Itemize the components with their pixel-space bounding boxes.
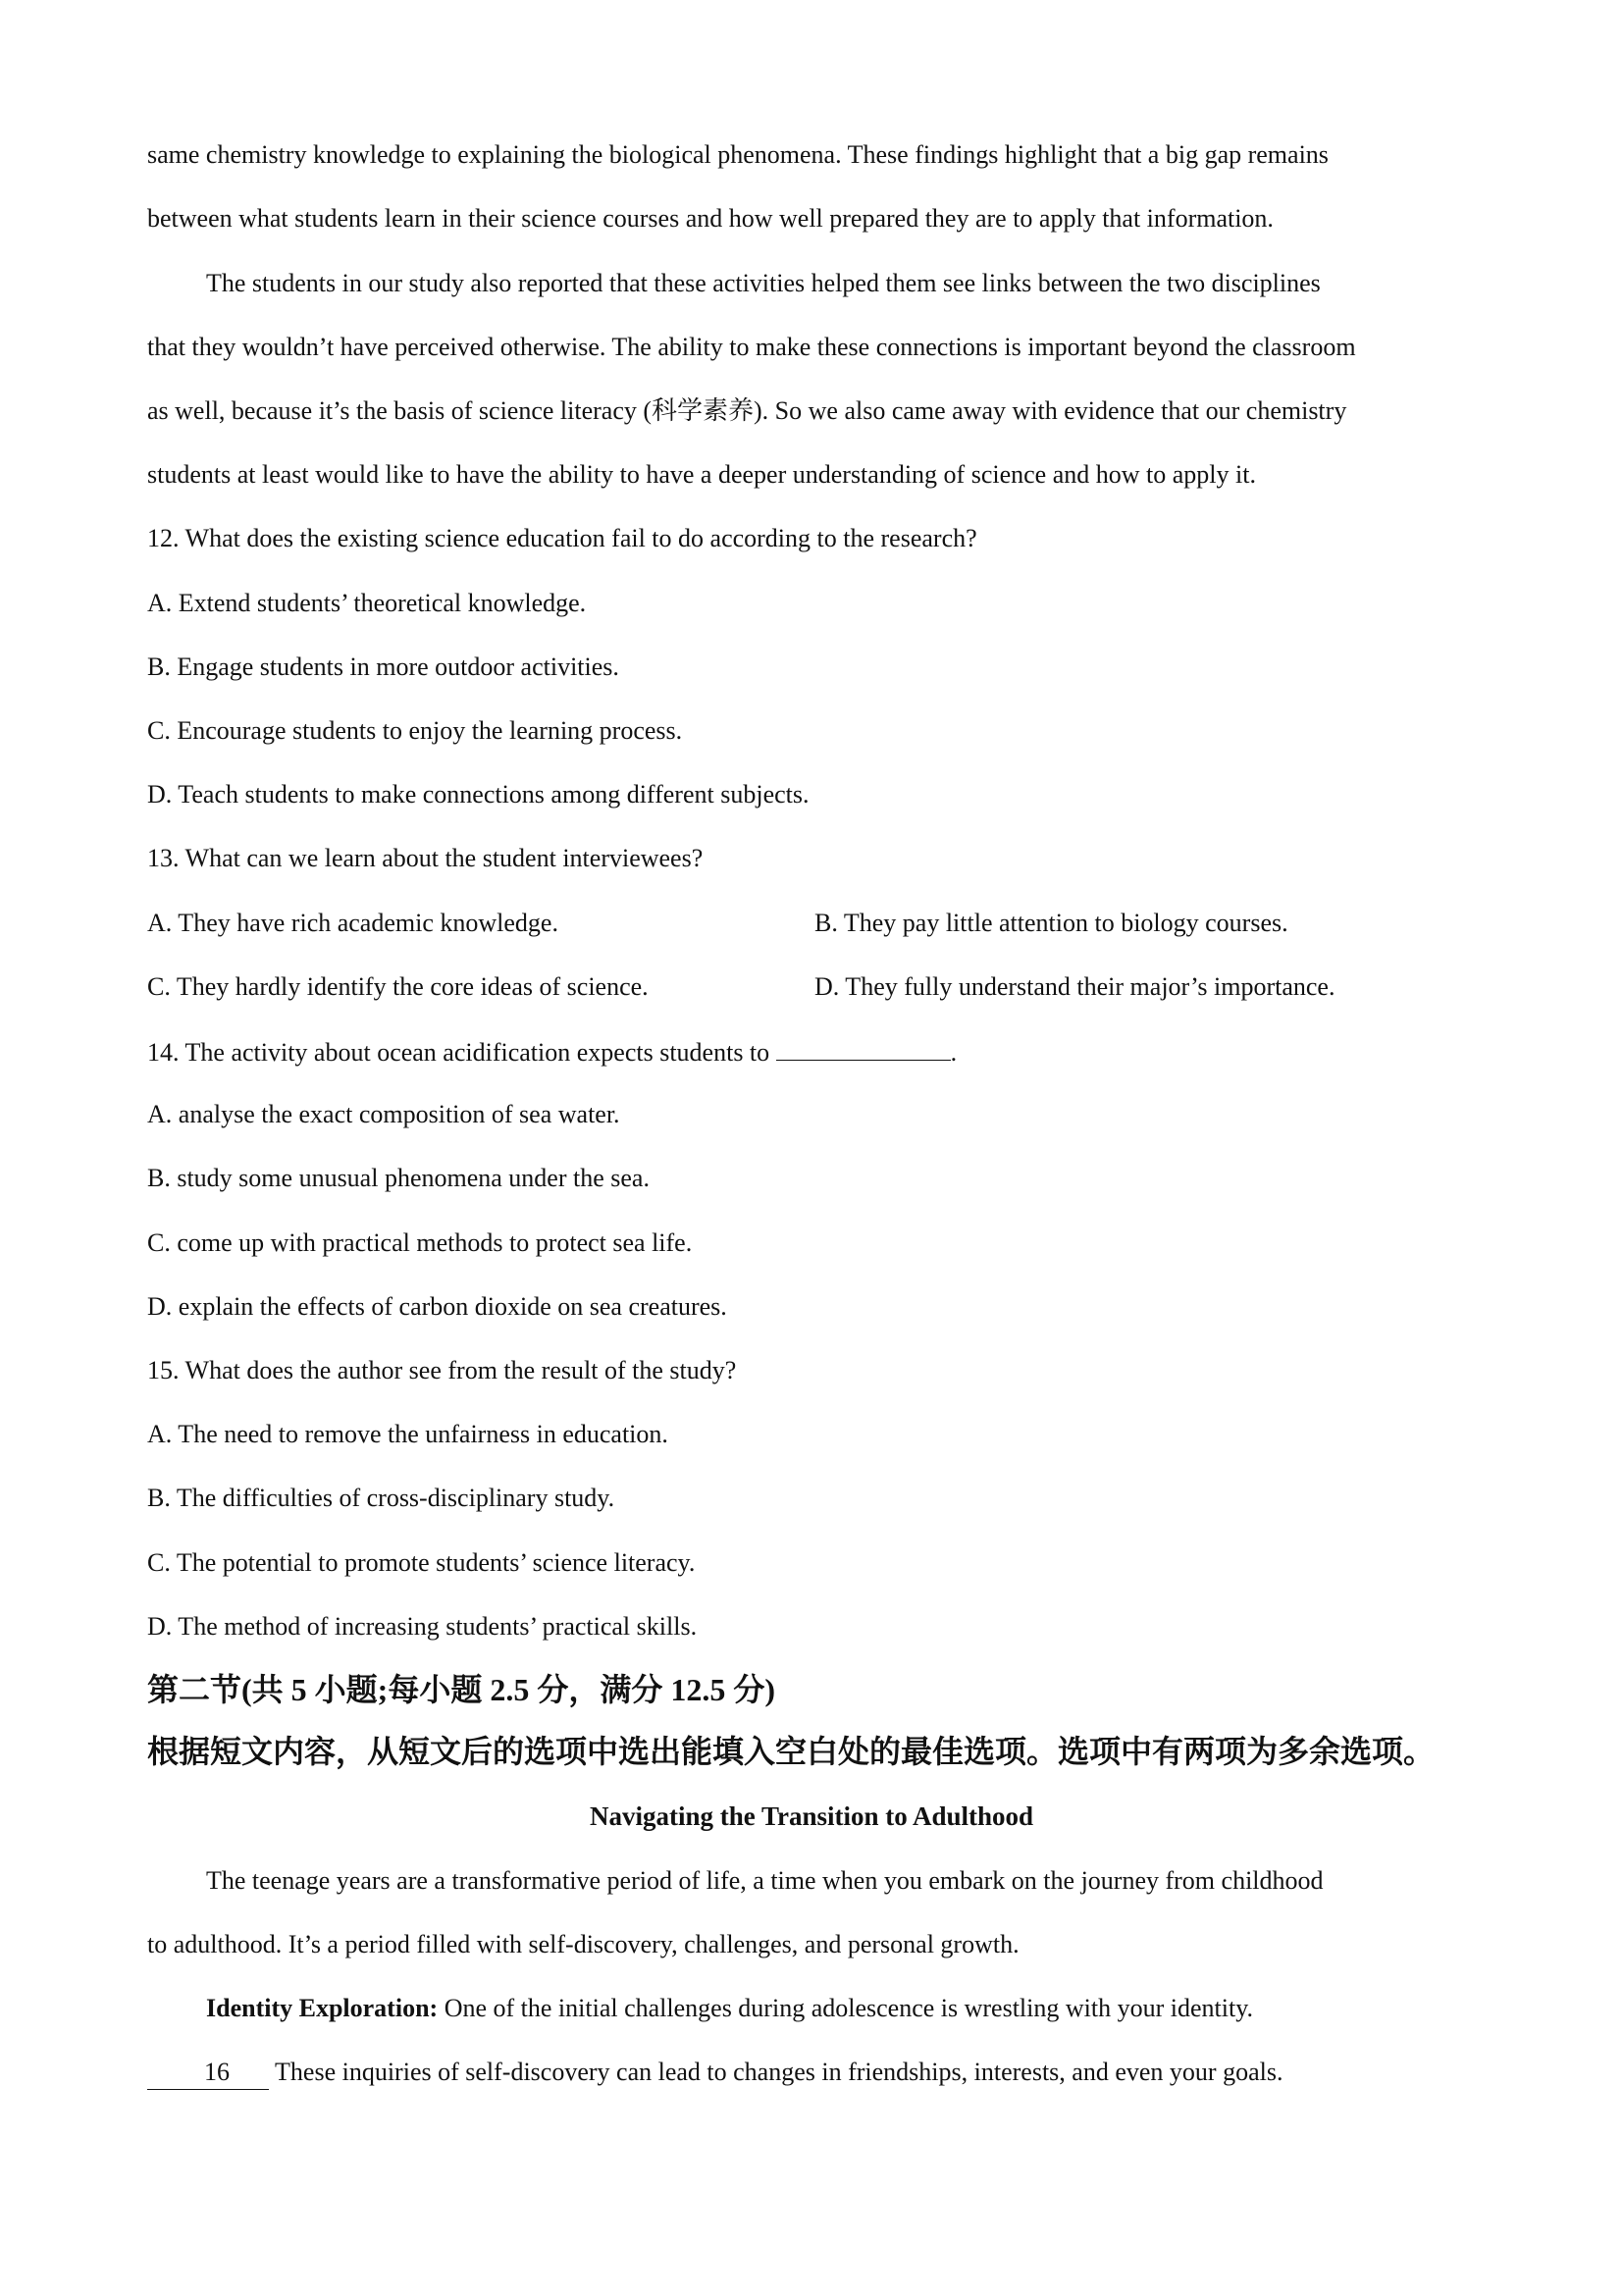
question-15-option-b: B. The difficulties of cross-disciplinary study. [147, 1484, 615, 1512]
passage-line: that they wouldn’t have perceived otherwise. The ability to make these connections is important beyond the classroom [147, 333, 1356, 361]
paragraph-text: These inquiries of self-discovery can lead to changes in friendships, interests, and even your goals. [275, 2058, 1283, 2086]
question-14-stem [147, 1034, 1476, 1070]
question-13-option-d: D. They fully understand their major’s importance. [814, 972, 1335, 1001]
passage-line: The teenage years are a transformative period of life, a time when you embark on the journey from childhood [206, 1866, 1324, 1895]
question-13-option-b: B. They pay little attention to biology courses. [814, 909, 1288, 937]
question-13-stem: 13. What can we learn about the student interviewees? [147, 844, 704, 872]
question-12-option-b: B. Engage students in more outdoor activities. [147, 652, 619, 681]
question-13-option-c: C. They hardly identify the core ideas of science. [147, 972, 649, 1001]
blank-16: 16 [147, 2056, 269, 2090]
question-14-option-c: C. come up with practical methods to protect sea life. [147, 1228, 693, 1257]
passage-line: same chemistry knowledge to explaining the biological phenomena. These findings highlight that a big gap remains [147, 140, 1329, 169]
passage-line: to adulthood. It’s a period filled with self-discovery, challenges, and personal growth. [147, 1930, 1020, 1958]
question-14-option-b: B. study some unusual phenomena under the sea. [147, 1164, 650, 1192]
passage-paragraph-identity [206, 1992, 1476, 2025]
passage-title: Navigating the Transition to Adulthood [589, 1801, 1034, 1831]
question-15-option-a: A. The need to remove the unfairness in education. [147, 1420, 668, 1448]
question-15-option-c: C. The potential to promote students’ science literacy. [147, 1548, 696, 1577]
question-15-stem: 15. What does the author see from the result of the study? [147, 1356, 737, 1384]
passage-line: between what students learn in their science courses and how well prepared they are to apply that information. [147, 204, 1274, 233]
question-13-row-1 [147, 907, 1476, 940]
question-14-stem-text: 14. The activity about ocean acidification expects students to [147, 1038, 770, 1067]
paragraph-label: Identity Exploration: [206, 1994, 439, 2022]
question-15-option-d: D. The method of increasing students’ practical skills. [147, 1612, 698, 1641]
passage-line-blank-16 [147, 2056, 1476, 2090]
question-12-stem: 12. What does the existing science education fail to do according to the research? [147, 524, 977, 552]
passage-line: students at least would like to have the ability to have a deeper understanding of science and how to apply it. [147, 460, 1256, 489]
question-14-option-a: A. analyse the exact composition of sea water. [147, 1100, 620, 1128]
section-instruction: 根据短文内容，从短文后的选项中选出能填入空白处的最佳选项。选项中有两项为多余选项。 [147, 1734, 1436, 1769]
paragraph-text: One of the initial challenges during adolescence is wrestling with your identity. [444, 1994, 1254, 2022]
question-14-stem-end: . [950, 1038, 958, 1067]
section-heading: 第二节(共 5 小题;每小题 2.5 分，满分 12.5 分) [147, 1672, 775, 1707]
answer-blank [776, 1034, 951, 1061]
question-13-row-2 [147, 970, 1476, 1004]
question-12-option-d: D. Teach students to make connections among different subjects. [147, 780, 810, 809]
question-13-option-a: A. They have rich academic knowledge. [147, 909, 558, 937]
passage-line: as well, because it’s the basis of science literacy (科学素养). So we also came away with evidence that our chemistry [147, 396, 1347, 425]
passage-line: The students in our study also reported that these activities helped them see links between the two disciplines [206, 269, 1321, 297]
question-12-option-c: C. Encourage students to enjoy the learning process. [147, 716, 683, 745]
question-12-option-a: A. Extend students’ theoretical knowledge. [147, 589, 587, 617]
question-14-option-d: D. explain the effects of carbon dioxide on sea creatures. [147, 1292, 727, 1321]
